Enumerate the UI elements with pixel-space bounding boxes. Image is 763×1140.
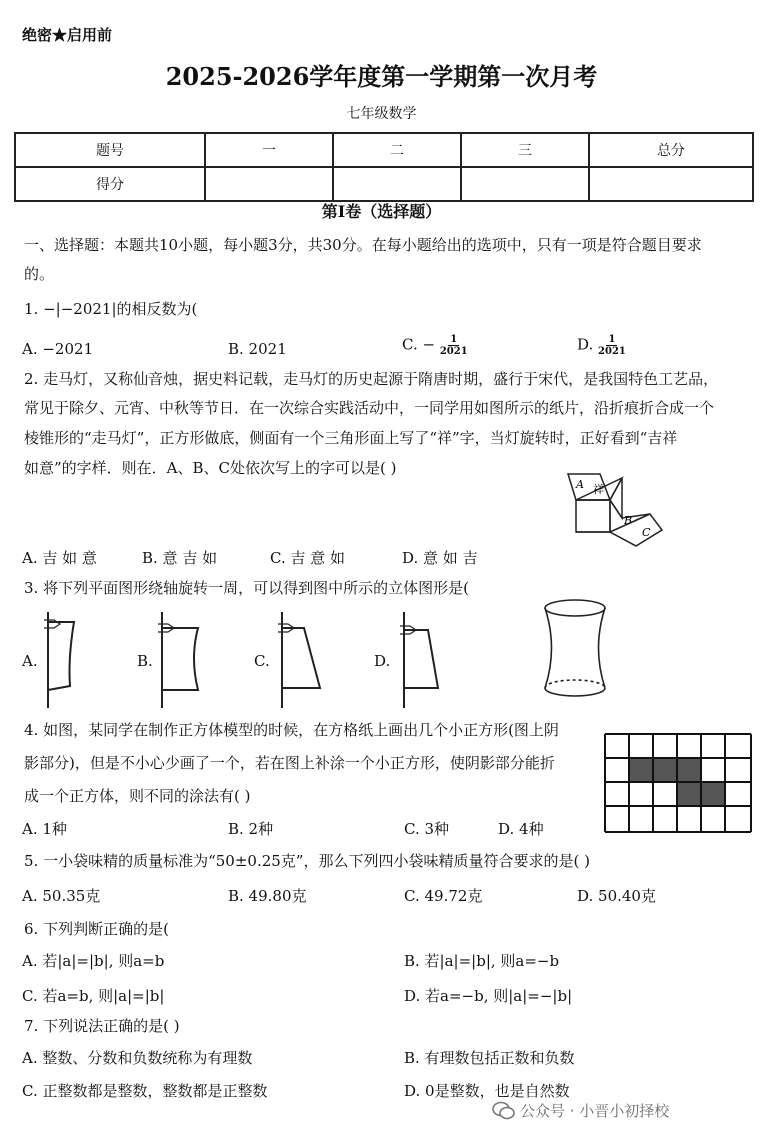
question-2-line: 棱锥形的“走马灯”，正方形做底，侧面有一个三角形面上写了“祥”字，当灯旋转时，正好看到“吉祥 <box>24 429 678 447</box>
question-5-text: 5. 一小袋味精的质量标准为“50±0.25克”，那么下列四小袋味精质量符合要求的是( ) <box>24 852 590 870</box>
question-2-line: 常见于除夕、元宵、中秋等节日．在一次综合实践活动中，一同学用如图所示的纸片，沿折痕折合成一个 <box>24 399 715 417</box>
question-2-line: 2. 走马灯，又称仙音烛，据史料记载，走马灯的历史起源于隋唐时期，盛行于宋代，是我国特色工艺品， <box>24 370 719 388</box>
score-table-score-row <box>15 167 753 201</box>
q3-option-a-label[interactable]: A. <box>22 652 38 670</box>
fraction-numerator: 1 <box>608 334 616 345</box>
exam-title: 2025-2026学年度第一学期第一次月考 <box>165 62 598 91</box>
score-table-cell: 题号 <box>15 133 205 167</box>
score-table-cell: 二 <box>333 133 461 167</box>
net-label-a: A <box>576 478 584 491</box>
q4-option-a[interactable]: A. 1种 <box>22 820 67 838</box>
score-table-cell: 总分 <box>589 133 753 167</box>
q6-option-a[interactable]: A. 若|a|=|b|, 则a=b <box>22 952 165 970</box>
q4-option-c[interactable]: C. 3种 <box>404 820 450 838</box>
score-table <box>14 132 754 202</box>
fraction <box>598 334 626 357</box>
q7-option-a[interactable]: A. 整数、分数和负数统称为有理数 <box>22 1049 253 1067</box>
question-7-text: 7. 下列说法正确的是( ) <box>24 1017 180 1035</box>
question-6-text: 6. 下列判断正确的是( <box>24 920 169 938</box>
q3-option-b-figure[interactable] <box>152 610 208 710</box>
fraction <box>440 334 468 357</box>
score-input-cell[interactable] <box>461 167 589 201</box>
grid-paper-figure <box>604 733 752 833</box>
instructions-line: 一、选择题：本题共10小题，每小题3分，共30分。在每小题给出的选项中，只有一项是符合题目要求 <box>24 236 702 254</box>
question-4-line: 成一个正方体，则不同的涂法有( ) <box>24 787 251 805</box>
q3-option-d-figure[interactable] <box>392 610 452 710</box>
lantern-net-figure <box>560 470 670 558</box>
fraction-denominator: 2021 <box>598 346 626 357</box>
question-3-text: 3. 将下列平面图形绕轴旋转一周，可以得到图中所示的立体图形是( <box>24 579 469 597</box>
net-label-b: B <box>624 514 633 527</box>
score-table-cell: 三 <box>461 133 589 167</box>
q2-option-a[interactable]: A. 吉 如 意 <box>22 549 97 567</box>
q1-option-a[interactable]: A. −2021 <box>22 340 94 358</box>
watermark <box>492 1100 669 1121</box>
question-4-line: 影部分)，但是不小心少画了一个，若在图上补涂一个小正方形，使阴影部分能折 <box>24 754 555 772</box>
q2-option-c[interactable]: C. 吉 意 如 <box>270 549 346 567</box>
q1-option-c[interactable] <box>402 334 468 357</box>
q5-option-c[interactable]: C. 49.72克 <box>404 887 483 905</box>
q4-option-d[interactable]: D. 4种 <box>498 820 544 838</box>
q7-option-b[interactable]: B. 有理数包括正数和负数 <box>404 1049 575 1067</box>
q1-option-d-prefix: D. <box>577 335 599 354</box>
q3-option-a-figure[interactable] <box>40 610 90 710</box>
q7-option-c[interactable]: C. 正整数都是整数，整数都是正整数 <box>22 1082 268 1100</box>
net-label-c: C <box>642 526 651 539</box>
q3-option-b-label[interactable]: B. <box>137 652 153 670</box>
exam-subject: 七年级数学 <box>346 106 417 122</box>
q3-option-c-label[interactable]: C. <box>254 652 270 670</box>
q6-option-c[interactable]: C. 若a=b, 则|a|=|b| <box>22 987 165 1005</box>
wechat-icon <box>492 1101 516 1121</box>
q5-option-a[interactable]: A. 50.35克 <box>22 887 101 905</box>
question-4-line: 4. 如图，某同学在制作正方体模型的时候，在方格纸上画出几个小正方形(图上阴 <box>24 721 559 739</box>
confidential-label: 绝密★启用前 <box>22 26 113 44</box>
score-table-cell: 得分 <box>15 167 205 201</box>
net-label-xiang: 祥 <box>593 483 604 496</box>
q1-option-c-prefix: C. − <box>402 335 436 354</box>
q7-option-d[interactable]: D. 0是整数，也是自然数 <box>404 1082 570 1100</box>
score-table-cell: 一 <box>205 133 333 167</box>
score-input-cell[interactable] <box>589 167 753 201</box>
solid-figure <box>540 598 610 704</box>
q2-option-b[interactable]: B. 意 吉 如 <box>142 549 218 567</box>
question-1-text: 1. −|−2021|的相反数为( <box>24 300 198 318</box>
q2-option-d[interactable]: D. 意 如 吉 <box>402 549 478 567</box>
fraction-numerator: 1 <box>450 334 458 345</box>
q6-option-b[interactable]: B. 若|a|=|b|, 则a=−b <box>404 952 560 970</box>
instructions-line: 的。 <box>24 265 55 283</box>
fraction-denominator: 2021 <box>439 346 468 357</box>
score-input-cell[interactable] <box>205 167 333 201</box>
section-title: 第I卷（选择题） <box>321 202 442 221</box>
q1-option-d[interactable] <box>577 334 626 357</box>
q5-option-d[interactable]: D. 50.40克 <box>577 887 656 905</box>
q6-option-d[interactable]: D. 若a=−b, 则|a|=−|b| <box>404 987 573 1005</box>
q3-option-c-figure[interactable] <box>268 610 328 710</box>
q1-option-b[interactable]: B. 2021 <box>228 340 287 358</box>
question-2-line: 如意”的字样．则在．A、B、C处依次写上的字可以是( ) <box>24 459 397 477</box>
watermark-text: 公众号 · 小晋小初择校 <box>520 1102 670 1120</box>
score-table-header-row <box>15 133 753 167</box>
q3-option-d-label[interactable]: D. <box>374 652 391 670</box>
q4-option-b[interactable]: B. 2种 <box>228 820 274 838</box>
score-input-cell[interactable] <box>333 167 461 201</box>
q5-option-b[interactable]: B. 49.80克 <box>228 887 307 905</box>
